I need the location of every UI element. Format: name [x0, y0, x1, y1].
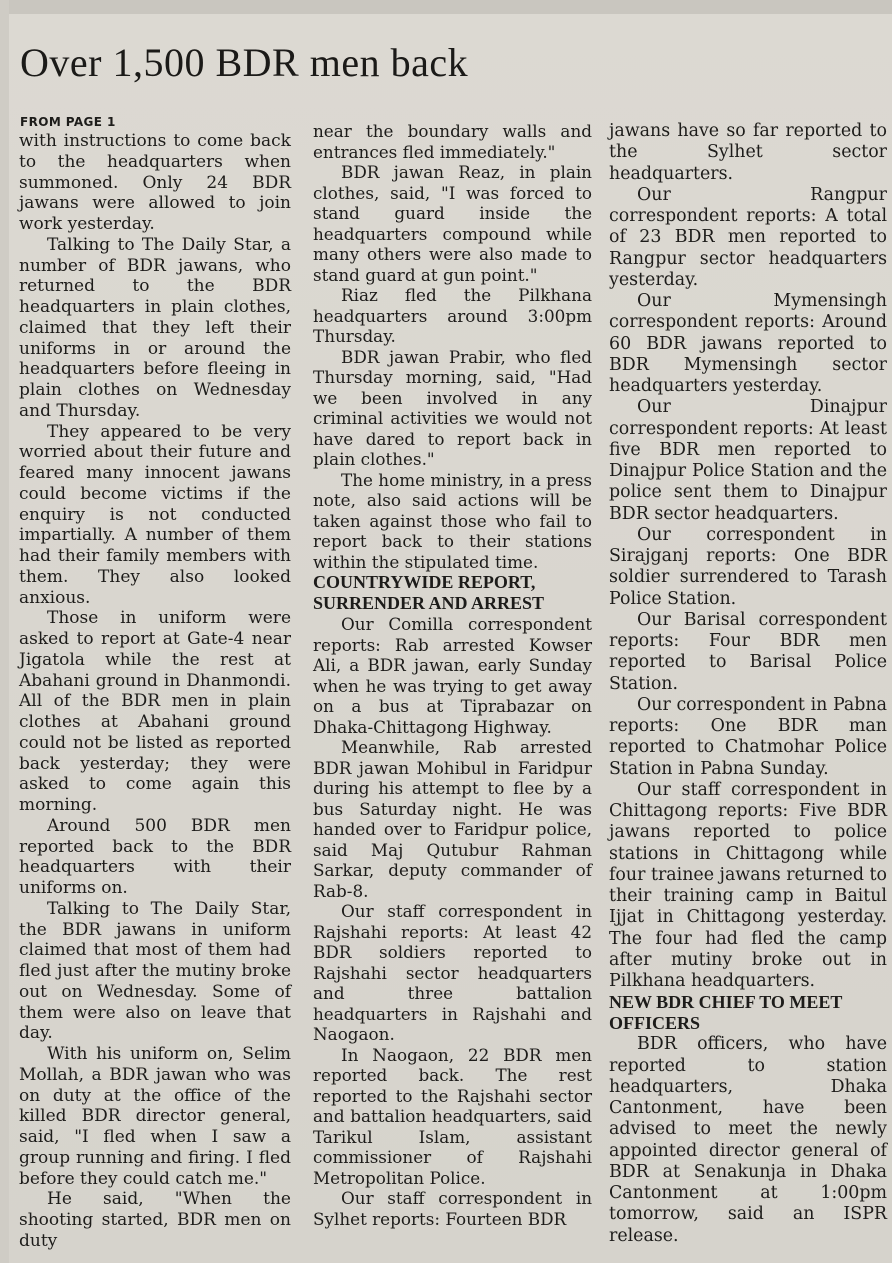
paragraph: Our Mymensingh correspondent reports: Around 60 BDR jawans reported to BDR Mymensingh sector headquarters yesterday. [609, 291, 887, 396]
paragraph: Our correspondent in Pabna reports: One BDR man reported to Chatmohar Police Station in Pabna Sunday. [609, 694, 887, 779]
paragraph: Our staff correspondent in Sylhet reports: Fourteen BDR [313, 1188, 592, 1229]
article-column-3 [609, 121, 887, 1247]
paragraph: BDR jawan Prabir, who fled Thursday morning, said, "Had we been involved in any criminal activities we would not have dared to report back in plain clothes." [313, 346, 592, 469]
paragraph: Our staff correspondent in Rajshahi reports: At least 42 BDR soldiers reported to Rajshahi sector headquarters and three battalion headquarters in Rajshahi and Naogaon. [313, 901, 592, 1044]
paragraph: Riaz fled the Pilkhana headquarters around 3:00pm Thursday. [313, 285, 592, 346]
paragraph: Our Comilla correspondent reports: Rab arrested Kowser Ali, a BDR jawan, early Sunday when he was trying to get away on a bus at Tiprabazar on Dhaka-Chittagong Highway. [313, 614, 592, 737]
paragraph: With his uniform on, Selim Mollah, a BDR jawan who was on duty at the office of the killed BDR director general, said, "I fled when I saw a group running and firing. I fled before they could catch me." [19, 1044, 291, 1189]
paragraph: BDR jawan Reaz, in plain clothes, said, "I was forced to stand guard inside the headquarters compound while many others were also made to stand guard at gun point." [313, 162, 592, 285]
paragraph: He said, "When the shooting started, BDR men on duty [19, 1189, 291, 1251]
paragraph: Our Dinajpur correspondent reports: At least five BDR men reported to Dinajpur Police Station and the police sent them to Dinajpur BDR sector headquarters. [609, 397, 887, 524]
paragraph: Talking to The Daily Star, a number of BDR jawans, who returned to the BDR headquarters in plain clothes, claimed that they left their uniforms in or around the headquarters before fleeing in plain clothes on Wednesday and Thursday. [19, 234, 291, 421]
paragraph: Meanwhile, Rab arrested BDR jawan Mohibul in Faridpur during his attempt to flee by a bus Saturday night. He was handed over to Faridpur police, said Maj Qutubur Rahman Sarkar, deputy commander of Rab-8. [313, 737, 592, 901]
paragraph: The home ministry, in a press note, also said actions will be taken against those who fail to report back to their stations within the stipulated time. [313, 469, 592, 572]
scan-top-edge [0, 0, 892, 14]
subheading: NEW BDR CHIEF TO MEET OFFICERS [609, 992, 843, 1034]
paragraph: They appeared to be very worried about their future and feared many innocent jawans could become victims if the enquiry is not conducted impartially. A number of them had their family members with them. They also looked anxious. [19, 421, 291, 608]
paragraph: Our Barisal correspondent reports: Four BDR men reported to Barisal Police Station. [609, 609, 887, 694]
scan-left-edge [0, 0, 9, 1263]
article-column-1 [19, 131, 291, 1252]
paragraph: Talking to The Daily Star, the BDR jawans in uniform claimed that most of them had fled just after the mutiny broke out on Wednesday. Some of them were also on leave that day. [19, 898, 291, 1044]
paragraph: Our correspondent in Sirajganj reports: One BDR soldier surrendered to Tarash Police Station. [609, 524, 887, 609]
continuation-kicker: FROM PAGE 1 [20, 115, 116, 129]
paragraph: Our staff correspondent in Chittagong reports: Five BDR jawans reported to police stations in Chittagong while four trainee jawans returned to their training camp in Baitul Ijjat in Chittagong yesterday. The four had fled the camp after mutiny broke out in Pilkhana headquarters. [609, 779, 887, 991]
paragraph: with instructions to come back to the headquarters when summoned. Only 24 BDR jawans were allowed to join work yesterday. [19, 131, 291, 234]
paragraph: Our Rangpur correspondent reports: A total of 23 BDR men reported to Rangpur sector headquarters yesterday. [609, 184, 887, 290]
paragraph: Those in uniform were asked to report at Gate-4 near Jigatola while the rest at Abahani ground in Dhanmondi. All of the BDR men in plain clothes at Abahani ground could not be listed as reported back yesterday; they were asked to come again this morning. [19, 608, 291, 815]
paragraph: In Naogaon, 22 BDR men reported back. The rest reported to the Rajshahi sector and battalion headquarters, said Tarikul Islam, assistant commissioner of Rajshahi Metropolitan Police. [313, 1044, 592, 1188]
paragraph: near the boundary walls and entrances fled immediately." [313, 121, 592, 162]
article-column-2 [313, 121, 592, 1229]
paragraph: BDR officers, who have reported to station headquarters, Dhaka Cantonment, have been advised to meet the newly appointed director general of BDR at Senakunja in Dhaka Cantonment at 1:00pm tomorrow, said an ISPR release. [609, 1034, 887, 1246]
paragraph: jawans have so far reported to the Sylhet sector headquarters. [609, 121, 887, 184]
paragraph: Around 500 BDR men reported back to the BDR headquarters with their uniforms on. [19, 815, 291, 898]
headline: Over 1,500 BDR men back [20, 40, 469, 85]
subheading: COUNTRYWIDE REPORT, SURRENDER AND ARREST [313, 572, 545, 613]
